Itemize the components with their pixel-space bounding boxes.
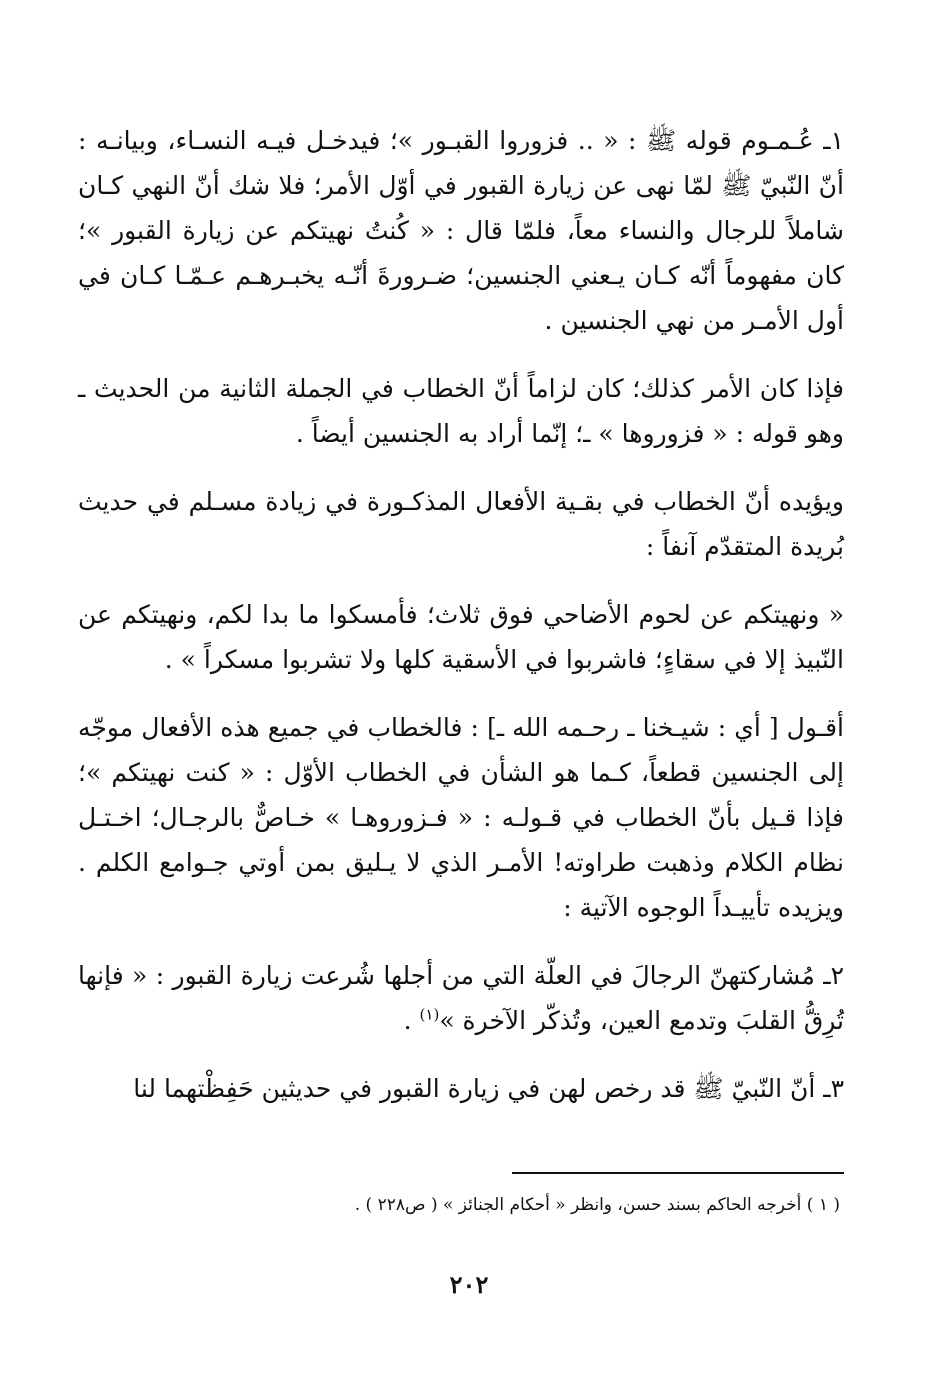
paragraph-6 — [78, 953, 844, 1043]
paragraph-6-text: ٢ـ مُشاركتهنّ الرجالَ في العلّة التي من أجلها شُرعت زيارة القبور : « فإنها تُرِقُّ القلبَ وتدمع العين، وتُذكّر الآخرة » — [78, 961, 844, 1035]
paragraph-2: فإذا كان الأمر كذلك؛ كان لزاماً أنّ الخطاب في الجملة الثانية من الحديث ـ وهو قوله : « فزوروها » ـ؛ إنّما أراد به الجنسين أيضاً . — [78, 374, 844, 448]
paragraph-6-trailer: . — [403, 1006, 420, 1035]
paragraph-5: أقـول [ أي : شيـخنا ـ رحـمه الله ـ] : فالخطاب في جميع هذه الأفعال موجّه إلى الجنسين قطعاً، كـما هو الشأن في الخطاب الأوّل : « كنت نهيتكم »؛ فإذا قـيل بأنّ الخطاب في قـولـه : « فـزوروهـا » خـاصٌّ بالرجـال؛ اخـتـل نظام الكلام وذهبت طراوته! الأمـر الذي لا يـليق بمن أوتي جـوامع الكلم . ويزيده تأييـداً الوجوه الآتية : — [78, 713, 844, 922]
paragraph-7: ٣ـ أنّ النّبيّ ﷺ قد رخص لهن في زيارة القبور في حديثين حَفِظْتهما لنا — [133, 1074, 844, 1103]
page-number: ٢٠٢ — [449, 1270, 489, 1299]
footnote-reference[interactable]: (١) — [419, 1005, 440, 1024]
paragraph-1: ١ـ عُـمـوم قوله ﷺ : « .. فزوروا القبـور »؛ فيدخـل فيـه النسـاء، وبيانـه : أنّ النّبيّ ﷺ لمّا نهى عن زيارة القبور في أوّل الأمر؛ فلا شك أنّ النهي كـان شاملاً للرجال والنساء معاً، فلمّا قال : « كُنتُ نهيتكم عن زيارة القبور »؛ كان مفهوماً أنّه كـان يـعني الجنسين؛ ضـرورةَ أنّـه يخبـرهـم عـمّـا كـان في أول الأمـر من نهي الجنسين . — [78, 126, 844, 335]
main-text — [78, 118, 844, 1134]
footnote: ( ١ ) أخرجه الحاكم بسند حسن، وانظر « أحكام الجنائز » ( ص٢٢٨ ) . — [354, 1195, 840, 1215]
footnote-divider — [512, 1172, 844, 1174]
paragraph-4-quote: « ونهيتكم عن لحوم الأضاحي فوق ثلاث؛ فأمسكوا ما بدا لكم، ونهيتكم عن النّبيذ إلا في سقاءٍ؛ فاشربوا في الأسقية كلها ولا تشربوا مسكراً » . — [78, 600, 844, 674]
paragraph-3: ويؤيده أنّ الخطاب في بقـية الأفعال المذكـورة في زيادة مسـلم في حديث بُريدة المتقدّم آنفاً : — [78, 487, 844, 561]
